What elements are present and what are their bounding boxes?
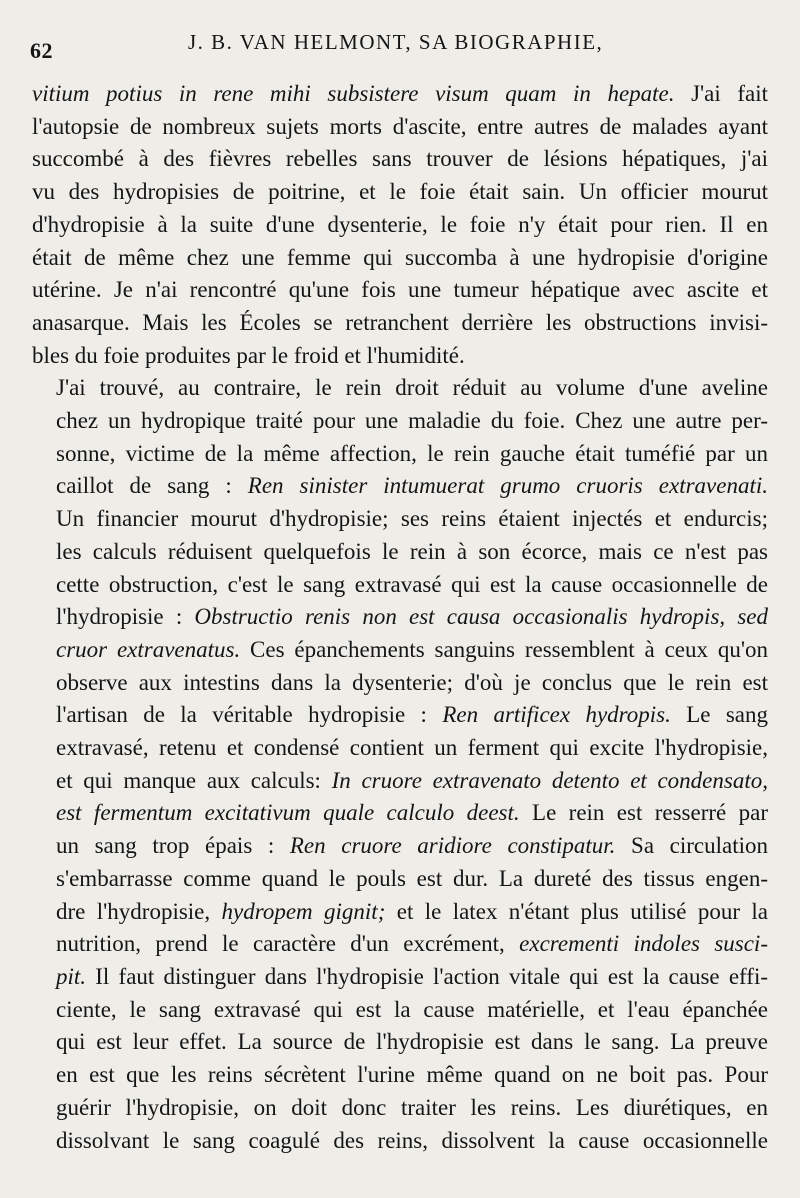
text-line — [32, 111, 768, 144]
paragraph-2 — [32, 372, 768, 1157]
text-line — [32, 699, 768, 732]
text-line — [32, 667, 768, 700]
text-line — [32, 863, 768, 896]
text-segment: l'autopsie de nombreux sujets morts d'ascite, entre autres de malades ayant — [32, 113, 768, 139]
latin-quotation: cruor extravenatus. — [56, 636, 241, 662]
text-segment: caillot de sang : — [56, 473, 248, 499]
text-segment: qui est leur effet. La source de l'hydropisie est dans le sang. La preuve — [56, 1029, 768, 1055]
text-line — [32, 601, 768, 634]
text-segment: Sa circulation — [615, 833, 768, 859]
text-line — [32, 209, 768, 242]
text-segment: l'artisan de la véritable hydropisie : — [56, 702, 443, 728]
text-line — [32, 732, 768, 765]
text-segment: dre l'hydropisie, — [56, 898, 222, 924]
text-segment: chez un hydropique traité pour une maladie du foie. Chez une autre per- — [56, 408, 768, 434]
text-segment: J'ai trouvé, au contraire, le rein droit réduit au volume d'une aveline — [56, 375, 768, 401]
text-line — [32, 994, 768, 1027]
text-line — [32, 143, 768, 176]
latin-quotation: Ren cruore aridiore constipatur. — [289, 833, 616, 859]
text-line — [32, 470, 768, 503]
text-segment: sonne, victime de la même affection, le rein gauche était tuméfié par un — [56, 440, 768, 466]
text-segment: nutrition, prend le caractère d'un excrément, — [56, 931, 520, 957]
text-line — [32, 797, 768, 830]
text-segment: les calculs réduisent quelquefois le rein à son écorce, mais ce n'est pas — [56, 538, 768, 564]
latin-quotation: est fermentum excitativum quale calculo deest. — [56, 800, 520, 826]
text-segment: Le rein est resserré par — [519, 800, 768, 826]
latin-quotation: vitium potius in rene mihi subsistere visum quam in hepate. — [32, 81, 675, 106]
text-segment: d'hydropisie à la suite d'une dysenterie, le foie n'y était pour rien. Il en — [32, 211, 768, 237]
text-segment: succombé à des fièvres rebelles sans trouver de lésions hépatiques, j'ai — [32, 146, 768, 172]
page-number: 62 — [30, 38, 53, 63]
text-line — [32, 961, 768, 994]
latin-quotation: hydropem gignit; — [221, 898, 386, 924]
text-line — [32, 1125, 768, 1158]
running-head: J. B. VAN HELMONT, SA BIOGRAPHIE, — [188, 30, 604, 54]
text-segment: extravasé, retenu et condensé contient un ferment qui excite l'hydropisie, — [56, 735, 768, 761]
text-line — [32, 503, 768, 536]
latin-quotation: Obstructio renis non est causa occasionalis hydropis, sed — [194, 604, 768, 630]
text-segment: dissolvant le sang coagulé des reins, dissolvent la cause occasionnelle — [56, 1127, 768, 1153]
text-segment: observe aux intestins dans la dysenterie; d'où je conclus que le rein est — [56, 669, 768, 695]
text-line — [32, 242, 768, 275]
text-line — [32, 176, 768, 209]
latin-quotation: pit. — [56, 963, 87, 989]
text-segment: Le sang — [670, 702, 768, 728]
text-segment: l'hydropisie : — [56, 604, 195, 630]
text-line — [32, 1092, 768, 1125]
body-text — [32, 78, 768, 1157]
text-line — [32, 274, 768, 307]
text-line — [32, 372, 768, 405]
latin-quotation: Ren artificex hydropis. — [442, 702, 671, 728]
text-line — [32, 78, 768, 111]
text-segment: ciente, le sang extravasé qui est la cause matérielle, et l'eau épanchée — [56, 996, 768, 1022]
text-segment: un sang trop épais : — [56, 833, 290, 859]
text-segment: s'embarrasse comme quand le pouls est dur. La dureté des tissus engen- — [56, 865, 768, 891]
text-segment: et qui manque aux calculs: — [56, 767, 332, 793]
latin-quotation: excrementi indoles susci- — [519, 931, 768, 957]
text-line — [32, 438, 768, 471]
text-segment: Un financier mourut d'hydropisie; ses reins étaient injectés et endurcis; — [56, 506, 768, 532]
text-segment: J'ai fait — [674, 81, 768, 106]
text-line — [32, 830, 768, 863]
text-line — [32, 928, 768, 961]
text-segment: bles du foie produites par le froid et l'humidité. — [32, 342, 465, 368]
text-line — [32, 634, 768, 667]
text-segment: en est que les reins sécrètent l'urine même quand on ne boit pas. Pour — [56, 1062, 768, 1088]
text-segment: anasarque. Mais les Écoles se retranchent derrière les obstructions invisi- — [32, 309, 768, 335]
text-segment: cette obstruction, c'est le sang extravasé qui est la cause occasionnelle de — [56, 571, 768, 597]
text-line — [32, 536, 768, 569]
text-segment: guérir l'hydropisie, on doit donc traiter les reins. Les diurétiques, en — [56, 1094, 768, 1120]
text-line — [32, 1059, 768, 1092]
text-line — [32, 405, 768, 438]
text-segment: vu des hydropisies de poitrine, et le foie était sain. Un officier mourut — [32, 179, 768, 205]
text-segment: utérine. Je n'ai rencontré qu'une fois une tumeur hépatique avec ascite et — [32, 277, 768, 303]
text-line — [32, 1026, 768, 1059]
text-line — [32, 765, 768, 798]
text-segment: était de même chez une femme qui succomba à une hydropisie d'origine — [32, 244, 768, 270]
latin-quotation: In cruore extravenato detento et condensato, — [331, 767, 768, 793]
text-line — [32, 307, 768, 340]
text-segment: Ces épanchements sanguins ressemblent à ceux qu'on — [240, 636, 768, 662]
text-segment: Il faut distinguer dans l'hydropisie l'action vitale qui est la cause effi- — [86, 963, 768, 989]
paragraph-1 — [32, 78, 768, 372]
text-segment: et le latex n'étant plus utilisé pour la — [385, 898, 768, 924]
page-header — [30, 28, 770, 64]
latin-quotation: Ren sinister intumuerat grumo cruoris extravenati. — [247, 473, 768, 499]
text-line — [32, 896, 768, 929]
text-line — [32, 569, 768, 602]
text-line — [32, 340, 768, 373]
